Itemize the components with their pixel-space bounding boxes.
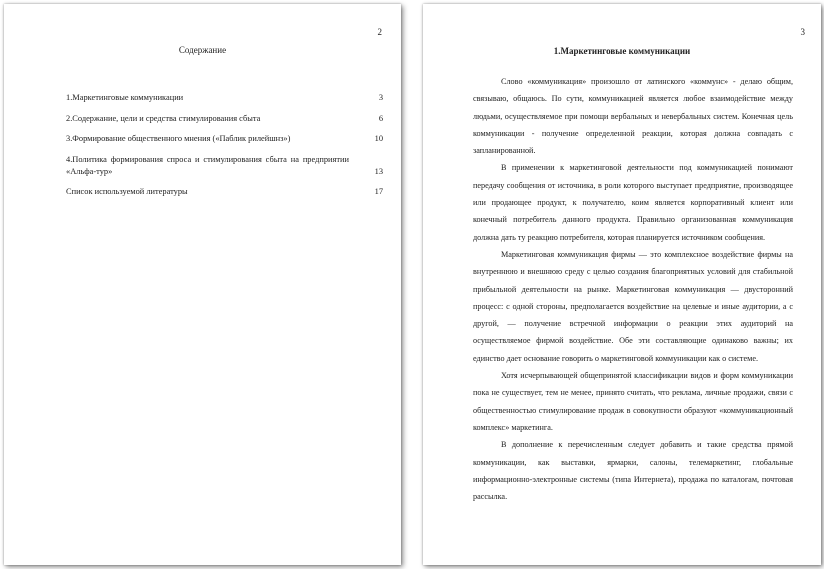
toc-heading: Содержание xyxy=(178,45,227,55)
paragraph: В дополнение к перечисленным следует добавить и такие средства прямой коммуникации, как выставки, ярмарки, салоны, телемаркетинг, глобальные информационно-электронные системы (типа Интернета), продажа по каталогам, почтовая рассылка. xyxy=(473,440,793,502)
toc-entry-page: 10 xyxy=(374,134,383,143)
toc-entry-page: 13 xyxy=(374,166,383,176)
paragraph: Слово «коммуникация» произошло от латинского «коммунс» - делаю общим, связываю, общаюсь. По сути, коммуникацией является любое взаимодействие между людьми, осуществляемое при помощи вербальных и невербальных систем. Конечная цель коммуникации - получение определенной реакции, которая должна совпадать с запланированной. xyxy=(473,77,793,156)
toc-entry-title: 4.Политика формирования спроса и стимулирования сбыта на предприятии «Альфа-тур» xyxy=(66,154,349,176)
toc-entry-page: 3 xyxy=(378,93,383,102)
toc-entry-page: 6 xyxy=(378,113,383,123)
toc-entry-title: 3.Формирование общественного мнения («Паблик рилейшнз») xyxy=(66,134,291,143)
toc-entry xyxy=(66,133,383,145)
page-number: 2 xyxy=(377,27,382,37)
toc-entry xyxy=(66,186,383,198)
page-number: 3 xyxy=(800,27,805,37)
page-2 xyxy=(4,4,401,565)
table-of-contents xyxy=(66,92,383,207)
chapter-heading: 1.Маркетинговые коммуникации xyxy=(553,46,691,56)
toc-entry xyxy=(66,113,383,125)
toc-entry-title: Список используемой литературы xyxy=(66,187,188,196)
paragraph: Маркетинговая коммуникация фирмы — это комплексное воздействие фирмы на внутреннюю и внешнюю среду с целью создания благоприятных условий для стабильной прибыльной деятельности на рынке. Маркетинговая коммуникация — двусторонний процесс: с одной стороны, предполагается воздействие на целевые и иные аудитории, а с другой, — получение встречной информации о реакции этих аудиторий на осуществляемое фирмой воздействие. Обе эти составляющие одинаково важны; их единство дает основание говорить о маркетинговой коммуникации как о системе. xyxy=(473,249,793,363)
toc-entry xyxy=(66,154,383,178)
toc-entry-title: 1.Маркетинговые коммуникации xyxy=(66,93,184,102)
toc-entry xyxy=(66,92,383,104)
chapter-body xyxy=(473,73,793,505)
toc-entry-title: 2.Содержание, цели и средства стимулирования сбыта xyxy=(66,113,261,123)
paragraph: В применении к маркетинговой деятельности под коммуникацией понимают передачу сообщения от источника, в роли которого выступает предприятие, производящее или продающее продукт, к получателю, коим является корпоративный клиент или конечный потребитель данного продукта. Правильно организованная коммуникация должна дать ту реакцию потребителя, которая планируется источником сообщения. xyxy=(473,163,793,242)
page-3 xyxy=(423,4,821,565)
toc-entry-page: 17 xyxy=(374,187,383,196)
paragraph: Хотя исчерпывающей общепринятой классификации видов и форм коммуникации пока не существует, тем не менее, принято считать, что реклама, личные продажи, связи с общественностью стимулирование продаж в совокупности образуют «коммуникационный комплекс» маркетинга. xyxy=(473,371,793,432)
